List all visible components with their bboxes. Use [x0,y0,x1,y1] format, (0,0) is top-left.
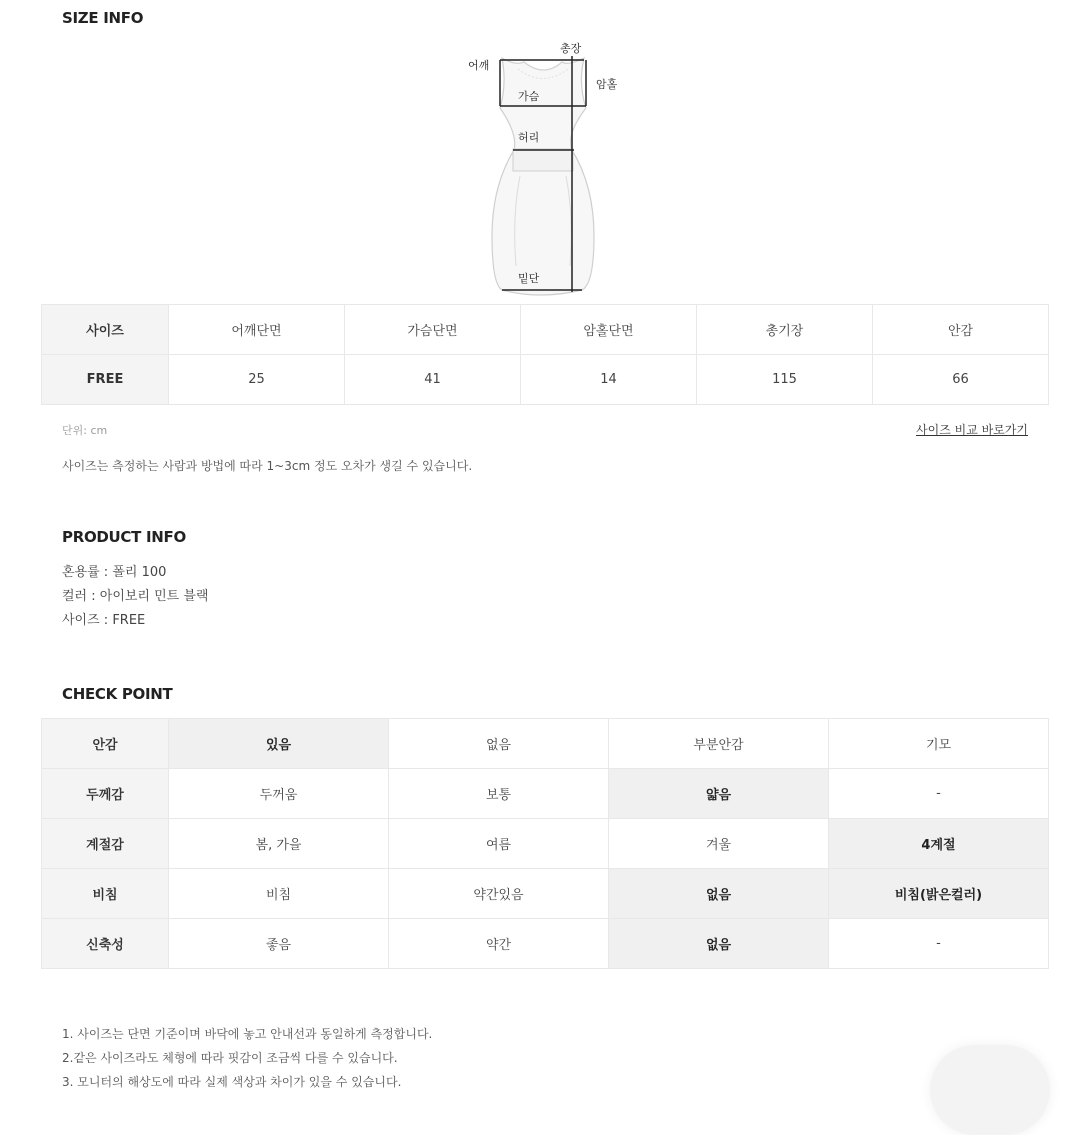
size-table-cell: 115 [697,355,873,405]
size-table-header: 가슴단면 [345,305,521,355]
check-point-cell: 약간있음 [389,869,609,919]
check-point-cell: 약간 [389,919,609,969]
product-info-line: 컬러 : 아이보리 민트 블랙 [62,589,209,604]
size-table-header-row [42,305,1049,355]
check-point-cell: - [829,769,1049,819]
check-point-cell: 봄, 가을 [169,819,389,869]
note-line: 3. 모니터의 해상도에 따라 실제 색상과 차이가 있을 수 있습니다. [62,1075,402,1089]
size-note: 사이즈는 측정하는 사람과 방법에 따라 1~3cm 정도 오차가 생길 수 있습니다. [62,459,473,473]
table-row [42,355,1049,405]
size-compare-link[interactable]: 사이즈 비교 바로가기 [916,423,1028,437]
table-row [42,769,1049,819]
check-point-table [41,718,1049,969]
check-point-cell: 보통 [389,769,609,819]
size-table-cell: 25 [169,355,345,405]
scroll-top-button[interactable] [930,1045,1050,1135]
check-point-cell: 얇음 [609,769,829,819]
check-point-title: CHECK POINT [62,685,173,703]
table-row [42,919,1049,969]
check-point-row-label: 두께감 [42,769,169,819]
total-length-label: 총장 [560,42,582,55]
check-point-cell: 없음 [389,719,609,769]
check-point-cell: 여름 [389,819,609,869]
check-point-cell: 기모 [829,719,1049,769]
check-point-cell: 4계절 [829,819,1049,869]
size-table-cell: 14 [521,355,697,405]
check-point-cell: 두꺼움 [169,769,389,819]
unit-label: 단위: cm [62,424,108,437]
check-point-cell: - [829,919,1049,969]
check-point-cell: 비침 [169,869,389,919]
table-row [42,719,1049,769]
shoulder-label: 어깨 [468,59,490,72]
waist-label: 허리 [518,131,540,144]
size-table-cell: FREE [42,355,169,405]
armhole-label: 암홀 [596,78,618,91]
table-row [42,869,1049,919]
check-point-row-label: 안감 [42,719,169,769]
dress-silhouette [492,58,594,295]
product-info-line: 사이즈 : FREE [62,613,146,628]
size-table-header: 어깨단면 [169,305,345,355]
size-table-header: 안감 [873,305,1049,355]
check-point-cell: 없음 [609,919,829,969]
size-table [41,304,1049,405]
check-point-cell: 있음 [169,719,389,769]
check-point-cell: 부분안감 [609,719,829,769]
note-line: 1. 사이즈는 단면 기준이며 바닥에 놓고 안내선과 동일하게 측정합니다. [62,1027,433,1041]
size-table-cell: 41 [345,355,521,405]
size-table-cell: 66 [873,355,1049,405]
check-point-cell: 겨울 [609,819,829,869]
product-info-title: PRODUCT INFO [62,528,186,546]
chest-label: 가슴 [518,90,540,103]
check-point-cell: 비침(밝은컬러) [829,869,1049,919]
size-info-title: SIZE INFO [62,9,144,27]
check-point-cell: 없음 [609,869,829,919]
note-line: 2.같은 사이즈라도 체형에 따라 핏감이 조금씩 다를 수 있습니다. [62,1051,398,1065]
hem-label: 밑단 [518,272,540,285]
size-table-header: 암홀단면 [521,305,697,355]
notes-list [62,1022,432,1094]
product-info-list [62,561,209,633]
dress-size-diagram [440,36,640,306]
product-info-line: 혼용률 : 폴리 100 [62,565,167,580]
check-point-row-label: 비침 [42,869,169,919]
table-row [42,819,1049,869]
size-table-header: 총기장 [697,305,873,355]
check-point-row-label: 계절감 [42,819,169,869]
check-point-row-label: 신축성 [42,919,169,969]
check-point-cell: 좋음 [169,919,389,969]
size-table-header: 사이즈 [42,305,169,355]
